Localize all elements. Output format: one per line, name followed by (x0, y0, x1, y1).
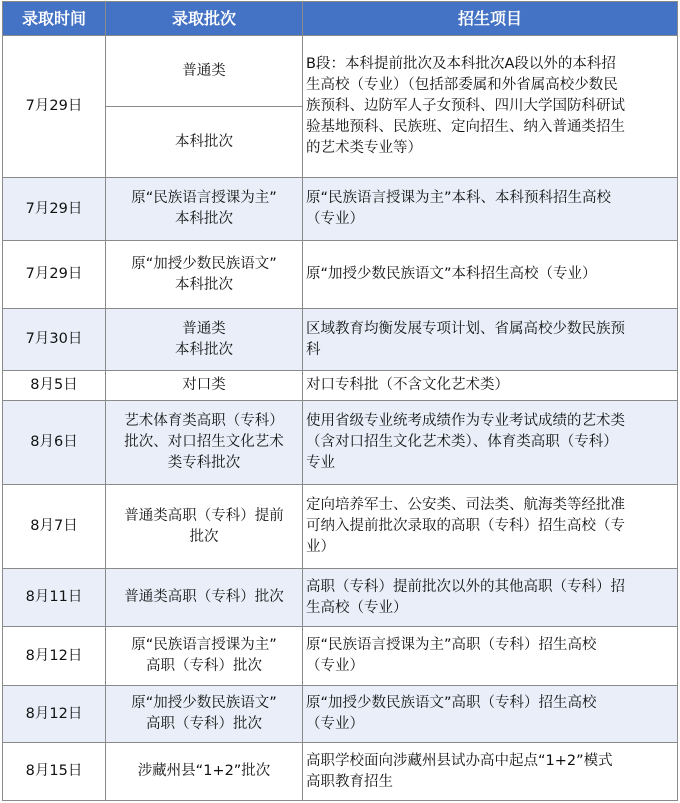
table-row (3, 241, 678, 309)
batch-cell: 普通类 本科批次 (106, 309, 303, 371)
table-row (3, 485, 678, 569)
project-cell: 高职学校面向涉藏州县试办高中起点“1+2”模式 高职教育招生 (303, 743, 678, 801)
date-cell: 8月12日 (3, 686, 106, 743)
date-cell: 7月29日 (3, 241, 106, 309)
header-project: 招生项目 (303, 2, 678, 36)
batch-cell: 原“民族语言授课为主” 本科批次 (106, 178, 303, 241)
header-batch: 录取批次 (106, 2, 303, 36)
project-cell: 原“民族语言授课为主”高职（专科）招生高校 （专业） (303, 627, 678, 686)
date-cell: 7月29日 (3, 178, 106, 241)
batch-cell: 艺术体育类高职（专科） 批次、对口招生文化艺术 类专科批次 (106, 401, 303, 485)
project-cell: B段：本科提前批次及本科批次A段以外的本科招 生高校（专业）（包括部委属和外省属高校少数民 族预科、边防军人子女预科、四川大学国防科研试 验基地预科、民族班、定向招生、纳入普通类招生 的艺术类专业等） (303, 36, 678, 178)
project-cell: 使用省级专业统考成绩作为专业考试成绩的艺术类 （含对口招生文化艺术类）、体育类高职（专科） 专业 (303, 401, 678, 485)
table-row (3, 178, 678, 241)
table-row (3, 371, 678, 401)
batch-cell: 本科批次 (106, 107, 303, 178)
batch-cell: 原“民族语言授课为主” 高职（专科）批次 (106, 627, 303, 686)
batch-cell: 原“加授少数民族语文” 高职（专科）批次 (106, 686, 303, 743)
table-row (3, 36, 678, 107)
project-cell: 对口专科批（不含文化艺术类） (303, 371, 678, 401)
project-cell: 高职（专科）提前批次以外的其他高职（专科）招 生高校（专业） (303, 569, 678, 627)
batch-cell: 涉藏州县“1+2”批次 (106, 743, 303, 801)
table-row (3, 743, 678, 801)
table-row (3, 569, 678, 627)
batch-cell: 对口类 (106, 371, 303, 401)
date-cell: 8月12日 (3, 627, 106, 686)
date-cell: 8月5日 (3, 371, 106, 401)
date-cell: 8月15日 (3, 743, 106, 801)
date-cell: 8月6日 (3, 401, 106, 485)
date-cell: 8月11日 (3, 569, 106, 627)
project-cell: 原“加授少数民族语文”本科招生高校（专业） (303, 241, 678, 309)
admission-schedule-table (2, 1, 678, 801)
project-cell: 定向培养军士、公安类、司法类、航海类等经批准 可纳入提前批次录取的高职（专科）招生高校（专 业） (303, 485, 678, 569)
table-row (3, 627, 678, 686)
date-cell: 8月7日 (3, 485, 106, 569)
batch-cell: 原“加授少数民族语文” 本科批次 (106, 241, 303, 309)
table-row (3, 686, 678, 743)
header-row (3, 2, 678, 36)
project-cell: 区域教育均衡发展专项计划、省属高校少数民族预 科 (303, 309, 678, 371)
date-cell: 7月30日 (3, 309, 106, 371)
date-cell: 7月29日 (3, 36, 106, 178)
project-cell: 原“加授少数民族语文”高职（专科）招生高校 （专业） (303, 686, 678, 743)
table-row (3, 309, 678, 371)
batch-cell: 普通类高职（专科）批次 (106, 569, 303, 627)
table-row (3, 401, 678, 485)
header-date: 录取时间 (3, 2, 106, 36)
project-cell: 原“民族语言授课为主”本科、本科预科招生高校 （专业） (303, 178, 678, 241)
batch-cell: 普通类高职（专科）提前 批次 (106, 485, 303, 569)
batch-cell: 普通类 (106, 36, 303, 107)
